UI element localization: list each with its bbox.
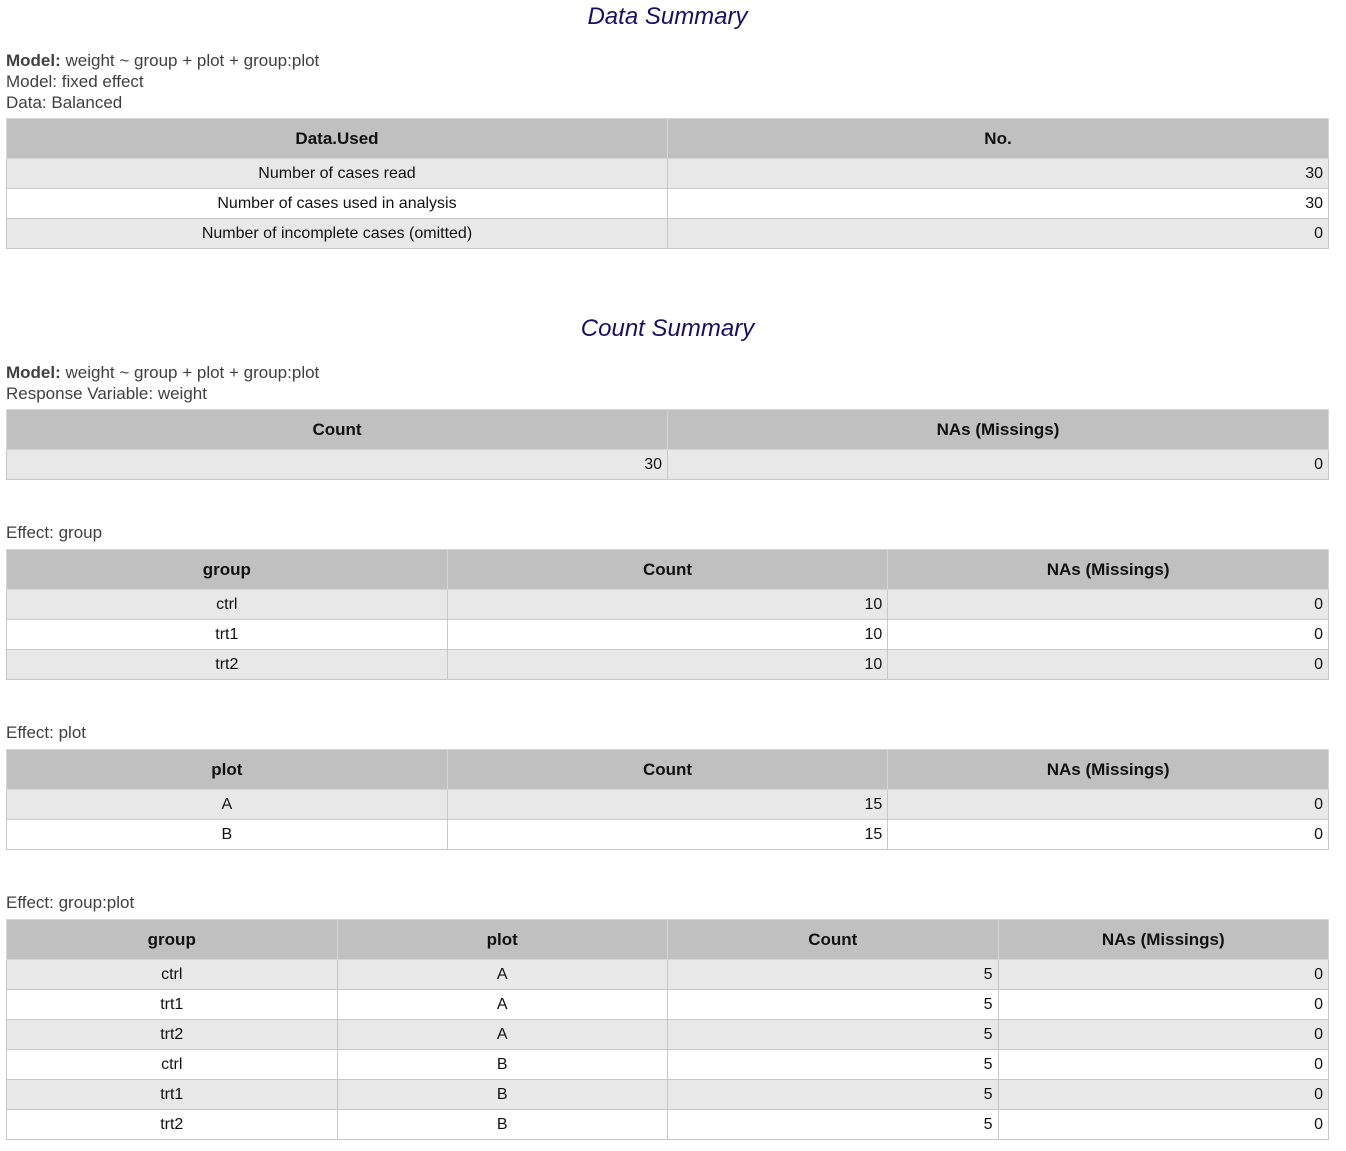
nas-cell: 0 xyxy=(998,1080,1329,1110)
table-row xyxy=(7,1050,1329,1080)
effect-group-label: Effect: group xyxy=(6,523,103,542)
model-formula: weight ~ group + plot + group:plot xyxy=(60,51,320,70)
table-header-row xyxy=(7,119,1329,159)
count-cell: 30 xyxy=(7,450,668,480)
plot-cell: A xyxy=(337,1020,668,1050)
count-cell: 10 xyxy=(447,650,888,680)
table-row xyxy=(7,1110,1329,1140)
header-count: Count xyxy=(447,550,888,590)
no-cell: 30 xyxy=(668,189,1329,219)
no-cell: 30 xyxy=(668,159,1329,189)
count-cell: 5 xyxy=(668,1050,999,1080)
plot-cell: A xyxy=(7,790,448,820)
header-group: group xyxy=(7,550,448,590)
nas-cell: 0 xyxy=(888,620,1329,650)
effect-plot-table xyxy=(6,749,1329,850)
nas-cell: 0 xyxy=(888,590,1329,620)
data-used-cell: Number of cases read xyxy=(7,159,668,189)
group-cell: trt1 xyxy=(7,990,338,1020)
table-header-row xyxy=(7,550,1329,590)
count-cell: 5 xyxy=(668,960,999,990)
nas-cell: 0 xyxy=(998,990,1329,1020)
table-row xyxy=(7,450,1329,480)
nas-cell: 0 xyxy=(668,450,1329,480)
header-data-used: Data.Used xyxy=(7,119,668,159)
table-header-row xyxy=(7,750,1329,790)
report xyxy=(6,0,1329,1140)
header-no: No. xyxy=(668,119,1329,159)
plot-cell: B xyxy=(337,1110,668,1140)
count-summary-table xyxy=(6,409,1329,480)
no-cell: 0 xyxy=(668,219,1329,249)
plot-cell: B xyxy=(7,820,448,850)
header-group: group xyxy=(7,920,338,960)
response-variable: Response Variable: weight xyxy=(6,384,207,403)
plot-cell: B xyxy=(337,1080,668,1110)
group-cell: ctrl xyxy=(7,960,338,990)
count-cell: 15 xyxy=(447,820,888,850)
data-summary-title: Data Summary xyxy=(587,3,748,30)
effect-group-table xyxy=(6,549,1329,680)
count-cell: 5 xyxy=(668,1110,999,1140)
count-cell: 5 xyxy=(668,1020,999,1050)
effect-group-plot-table xyxy=(6,919,1329,1140)
group-cell: trt1 xyxy=(7,620,448,650)
header-count: Count xyxy=(668,920,999,960)
model-label: Model: xyxy=(6,363,61,382)
header-nas: NAs (Missings) xyxy=(998,920,1329,960)
table-header-row xyxy=(7,410,1329,450)
header-nas: NAs (Missings) xyxy=(888,550,1329,590)
table-row xyxy=(7,590,1329,620)
table-header-row xyxy=(7,920,1329,960)
table-row xyxy=(7,960,1329,990)
nas-cell: 0 xyxy=(998,1050,1329,1080)
data-used-cell: Number of incomplete cases (omitted) xyxy=(7,219,668,249)
count-summary-title: Count Summary xyxy=(580,315,755,342)
model-formula: weight ~ group + plot + group:plot xyxy=(60,363,320,382)
nas-cell: 0 xyxy=(998,960,1329,990)
data-type: Data: Balanced xyxy=(6,93,123,112)
group-cell: trt2 xyxy=(7,1020,338,1050)
group-cell: ctrl xyxy=(7,1050,338,1080)
model-line xyxy=(6,362,1329,383)
group-cell: trt2 xyxy=(7,1110,338,1140)
table-row xyxy=(7,159,1329,189)
header-plot: plot xyxy=(7,750,448,790)
table-row xyxy=(7,1080,1329,1110)
plot-cell: A xyxy=(337,960,668,990)
table-row xyxy=(7,820,1329,850)
data-summary-info xyxy=(6,50,1329,113)
count-cell: 15 xyxy=(447,790,888,820)
data-summary-table xyxy=(6,118,1329,249)
table-row xyxy=(7,650,1329,680)
count-cell: 10 xyxy=(447,590,888,620)
nas-cell: 0 xyxy=(888,820,1329,850)
table-row xyxy=(7,990,1329,1020)
table-row xyxy=(7,620,1329,650)
effect-plot-label: Effect: plot xyxy=(6,723,87,742)
group-cell: ctrl xyxy=(7,590,448,620)
effect-group-plot-label: Effect: group:plot xyxy=(6,893,135,912)
plot-cell: B xyxy=(337,1050,668,1080)
table-row xyxy=(7,1020,1329,1050)
count-summary-info xyxy=(6,362,1329,404)
count-cell: 10 xyxy=(447,620,888,650)
table-row xyxy=(7,790,1329,820)
model-type: Model: fixed effect xyxy=(6,72,144,91)
count-cell: 5 xyxy=(668,1080,999,1110)
data-used-cell: Number of cases used in analysis xyxy=(7,189,668,219)
count-cell: 5 xyxy=(668,990,999,1020)
header-count: Count xyxy=(447,750,888,790)
header-count: Count xyxy=(7,410,668,450)
group-cell: trt2 xyxy=(7,650,448,680)
model-line xyxy=(6,50,1329,71)
nas-cell: 0 xyxy=(998,1110,1329,1140)
table-row xyxy=(7,219,1329,249)
model-label: Model: xyxy=(6,51,61,70)
nas-cell: 0 xyxy=(998,1020,1329,1050)
header-nas: NAs (Missings) xyxy=(888,750,1329,790)
header-plot: plot xyxy=(337,920,668,960)
nas-cell: 0 xyxy=(888,650,1329,680)
table-row xyxy=(7,189,1329,219)
header-nas: NAs (Missings) xyxy=(668,410,1329,450)
group-cell: trt1 xyxy=(7,1080,338,1110)
plot-cell: A xyxy=(337,990,668,1020)
nas-cell: 0 xyxy=(888,790,1329,820)
